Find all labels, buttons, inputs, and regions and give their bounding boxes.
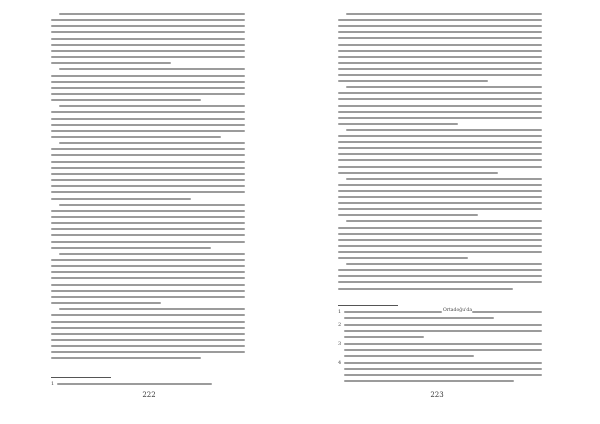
text-line [338, 80, 488, 82]
right-footnote-marker-2: 2 [338, 322, 342, 328]
text-line [51, 173, 245, 175]
text-line [51, 198, 191, 200]
text-line [338, 275, 542, 277]
text-line [51, 81, 245, 83]
text-line [338, 233, 542, 235]
text-line [51, 93, 245, 95]
text-line [346, 86, 542, 88]
text-line [51, 265, 245, 267]
right-footnote-1-latin-word: Ortadoğu'da [443, 308, 473, 313]
text-line [338, 257, 468, 259]
text-line [338, 239, 542, 241]
text-line [338, 62, 542, 64]
text-line [59, 13, 245, 15]
text-line [338, 196, 542, 198]
text-line [51, 314, 245, 316]
text-line [338, 141, 542, 143]
text-line [338, 37, 542, 39]
text-line [51, 357, 201, 359]
right-footnote-4-line-d [344, 380, 514, 382]
right-page [300, 0, 600, 424]
text-line [338, 172, 498, 174]
right-footnote-3-line-a [344, 343, 542, 345]
text-line [51, 191, 245, 193]
text-line [51, 302, 161, 304]
text-line [51, 321, 245, 323]
right-footnote-4-line-b [344, 368, 542, 370]
text-line [338, 92, 542, 94]
text-line [338, 251, 542, 253]
text-line [59, 105, 245, 107]
text-line [51, 179, 245, 181]
text-line [338, 117, 542, 119]
text-line [51, 296, 245, 298]
text-line [51, 241, 245, 243]
text-line [338, 123, 458, 125]
text-line [51, 345, 245, 347]
text-line [338, 74, 542, 76]
right-footnote-2-line-c [344, 336, 424, 338]
text-line [338, 190, 542, 192]
text-line [346, 178, 542, 180]
right-footnote-marker-3: 3 [338, 341, 342, 347]
text-line [51, 216, 245, 218]
text-line [51, 56, 245, 58]
text-line [51, 333, 245, 335]
text-line [338, 31, 542, 33]
text-line [51, 222, 245, 224]
right-footnote-2-line-a [344, 324, 542, 326]
left-page-number: 222 [142, 391, 156, 399]
right-footnote-1-line-a [344, 311, 442, 313]
text-line [51, 259, 245, 261]
text-line [51, 75, 245, 77]
right-page-number: 223 [430, 391, 444, 399]
right-footnote-4-line-a [344, 362, 542, 364]
text-line [338, 166, 542, 168]
text-line [51, 327, 245, 329]
text-line [338, 147, 542, 149]
text-line [338, 56, 542, 58]
text-line [338, 288, 513, 290]
text-line [51, 290, 245, 292]
text-line [338, 98, 542, 100]
text-line [51, 167, 245, 169]
right-footnote-rule [338, 305, 398, 306]
text-line [338, 25, 542, 27]
text-line [51, 31, 245, 33]
text-line [338, 245, 542, 247]
right-footnote-2-line-b [344, 330, 542, 332]
text-line [338, 184, 542, 186]
right-footnote-3-line-b [344, 349, 542, 351]
text-line [59, 68, 245, 70]
text-line [51, 277, 245, 279]
left-footnote-rule [51, 377, 111, 378]
text-line [51, 62, 171, 64]
text-line [51, 118, 245, 120]
text-line [51, 228, 245, 230]
right-footnote-1-line-c [344, 317, 494, 319]
text-line [338, 153, 542, 155]
text-line [51, 148, 245, 150]
text-line [51, 19, 245, 21]
text-line [59, 308, 245, 310]
text-line [51, 111, 245, 113]
left-footnote-line [57, 383, 212, 385]
text-line [338, 214, 478, 216]
text-line [338, 135, 542, 137]
text-line [51, 99, 201, 101]
text-line [51, 234, 245, 236]
text-line [51, 38, 245, 40]
text-line [51, 130, 245, 132]
text-line [338, 208, 542, 210]
text-line [338, 68, 542, 70]
text-line [338, 50, 542, 52]
text-line [338, 227, 542, 229]
right-footnote-4-line-c [344, 374, 542, 376]
text-line [51, 284, 245, 286]
right-footnote-1-line-b [472, 311, 542, 313]
text-line [51, 210, 245, 212]
text-line [338, 159, 542, 161]
text-line [51, 87, 245, 89]
left-footnote-marker: 1 [51, 381, 55, 387]
text-line [338, 44, 542, 46]
right-footnote-marker-1: 1 [338, 309, 342, 315]
text-line [338, 111, 542, 113]
text-line [51, 124, 245, 126]
text-line [338, 19, 542, 21]
text-line [59, 142, 245, 144]
text-line [51, 50, 245, 52]
text-line [51, 247, 211, 249]
text-line [51, 136, 221, 138]
text-line [51, 271, 245, 273]
text-line [338, 105, 542, 107]
text-line [338, 269, 542, 271]
text-line [51, 185, 245, 187]
text-line [338, 202, 542, 204]
text-line [346, 129, 542, 131]
text-line [338, 281, 542, 283]
text-line [51, 351, 245, 353]
text-line [51, 44, 245, 46]
text-line [59, 253, 245, 255]
text-line [51, 154, 245, 156]
text-line [346, 263, 542, 265]
text-line [51, 161, 245, 163]
right-footnote-marker-4: 4 [338, 360, 342, 366]
right-footnote-3-line-c [344, 355, 474, 357]
text-line [59, 204, 245, 206]
text-line [51, 339, 245, 341]
text-line [346, 13, 542, 15]
text-line [51, 25, 245, 27]
text-line [346, 220, 542, 222]
